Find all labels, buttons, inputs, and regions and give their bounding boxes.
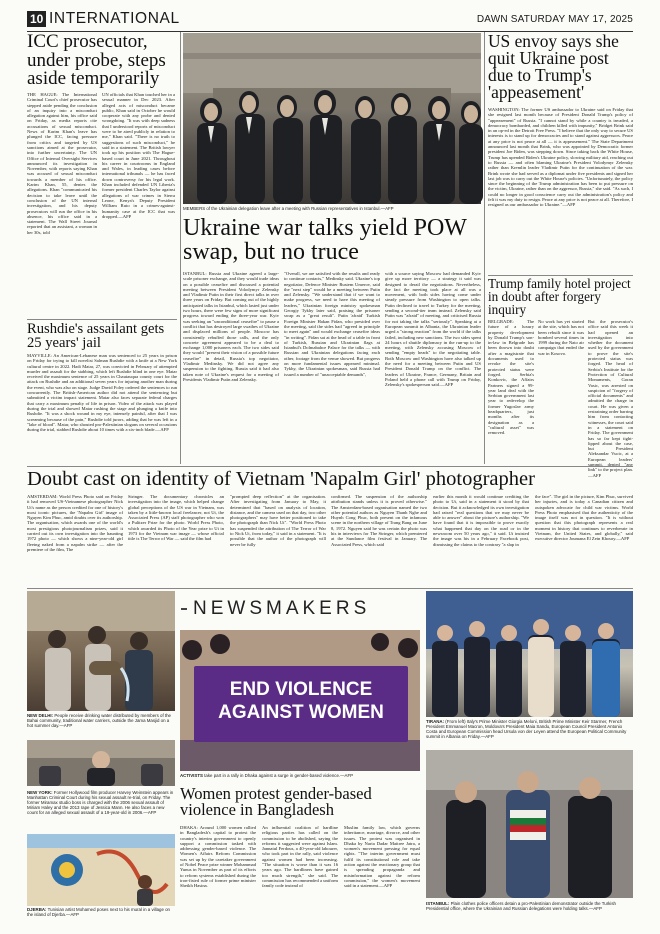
napalm-body-col-5: earlier this month it would continue crediting the photo to Ut, said in a statement it stood by that decision. But it acknowledged its own investigation had raised "real questions that we may never be able to answer" about the picture's authorship. "We have found that it is impossible to prove exactly what happened that day on the road or in the newsroom over 50 years ago," it said. Ut insisted the image was his in a February Facebook post, dismissing the claims to the contrary "a slap in <box>433 494 529 547</box>
napalm-body-col-1: AMSTERDAM: World Press Photo said on Friday it had removed US-Vietnamese photographer Nick Ut's name as the person credited for one of history's most iconic pictures, the 'Napalm Girl' image of Nguyen Kim Phuc, amid doubts over its authorship. The organisation, which awards one of the world's most prestigious photojournalism prizes, said it carried out its own investigation into the haunting 1972 photo — which shows a nine-year-old girl fleeing naked from a napalm strike — after the premiere of the film, The <box>27 494 123 552</box>
tirana-caption-place: TIRANA: <box>426 719 445 724</box>
mural-graphic <box>27 834 175 906</box>
bangladesh-body-col-3: Muslim family law, which governs inheritance, marriage, divorce, and other issues. The protest was organised in Dhaka by Naria Dadar Maitree Jatra, a women's movement pressing for equal rights. "The interim government must fulfil its constitutional role and take action against the reactionary group that is spreading propaganda and misinformation against the reform commission," the women's movement said in a statement.—AFP <box>344 825 420 889</box>
protest-sign-text <box>196 678 406 724</box>
activists-caption <box>180 773 420 778</box>
bangladesh-body-col-1: DHAKA: Around 1,000 women rallied in Bangladesh's capital to protest the country's interim government to openly support a commission tasked with addressing gender-based violence. The Women's Affairs Reform Commission was set up by the caretaker government of Nobel Peace prize winner Mohammad Yunus in November as part of its efforts to reform systems established during the iron-fisted rule of former prime minister Sheikh Hasina. <box>180 825 256 889</box>
napalm-body-col-4: confirmed. The suspension of the authorship attribution stands unless it is proved otherwise." The Amsterdam-based organisation named the two other potential authors as Nguyen Thanh Nghe and Huynh Cong Phuc, both present on the infamous scene in the northern village of Trang Bang on June 8, 1972. Nguyen said he was certain the photo was his in interviews for The Stringer, which premiered at the Sundance film festival in January. The Associated Press, which said <box>331 494 427 547</box>
istanbul-caption-text: Plain clothes police officers detain a pro-Palestinian demonstrator outside the Turkish Presidential office, where the Ukrainian and Russian delegations were holding talks.—AFP <box>426 901 616 912</box>
divider <box>484 32 485 464</box>
ukraine-delegation-photo <box>183 33 481 204</box>
edition-line <box>477 14 633 25</box>
paper-name: DAWN <box>476 14 508 25</box>
banner-line-top <box>181 608 187 610</box>
trump-hotel-body-col-3: But the prosecutor's office said this week it had opened an investigation into whether the document used by the government to prove the site's protected status was forged. The head of Serbia's Institute for the Protection of Cultural Monuments, Goran Vasic, was arrested on suspicion of "forgery of official documents" and admitted the charge in court. He was given a restraining order barring him from contacting witnesses, the court said in a statement on Friday. The government has so far kept tight-lipped about the case, but President Aleksandar Vucic, at a European leaders' summit, denied "any link" to the project plan.—AFP <box>588 319 633 478</box>
tirana-caption-text: (From left) Italy's Prime Minister Giorgia Meloni, British Prime Minister Keir Starmer, French President Emmanuel Macron, Moldova's President Maia Sandu, European Council President Antonio Costa and European Commission head Ursula von der Leyen attend the European Political Community summit in Albania on Friday.—AFP <box>426 719 627 740</box>
trump-hotel-body-col-2: No work has yet started at the site, which has not been rebuilt since it was bombed several times in 1999 during the Nato air campaign that ended the war in Kosovo. <box>538 319 584 356</box>
newyork-caption-text: Former Hollywood film producer Harvey Weinstein appears in Manhattan Criminal Court during his sexual assault re-trial, on Friday. The former Miramax studio boss is charged with the 2006 sexual assault of Miriam Haley and the 2013 rape of Jessica Mann. He also faces a new count for an alleged sexual assault of a 19-year-old in 2006.—AFP <box>27 790 174 816</box>
ukraine-body-col-1: ISTANBUL: Russia and Ukraine agreed a large-scale prisoner exchange, and they would trade ideas on a possible ceasefire and discussed a potential meeting between President Volodymyr Zelensky and Vladimir Putin in their first direct talks in over three years on Friday. But coming out of the highly anticipated talks in Istanbul, which lasted just under two hours, there were few signs of more significant progress toward ending the three-year war. Kyiv was seeking an "unconditional ceasefire" to pause a conflict that has destroyed large swathes of Ukraine and displaced millions of people. Moscow has consistently rebuffed those calls, and the only concrete agreement appeared to be a deal to exchange 1,000 prisoners each. The two sides said they would "present their vision of a possible future ceasefire" in detail, Russia's top negotiator, Vladimir Medinsky. We did not agree any suspension to the fighting. Russia said it had also taken note of Ukraine's request for a meeting of Presidents Vladimir Putin and Zelensky. <box>183 271 279 382</box>
delhi-caption-place: NEW DELHI: <box>27 713 54 718</box>
napalm-body-col-3: "prompted deep reflection" at the organisation. After investigating from January to May, it determined that "based on analysis of location, distance, and the camera used on that day, two other photographers" may have better positioned to take the photograph than Nick Ut". "World Press Photo has suspended the attribution of The Terror of War to Nick Ut, from today," it said in a statement. "It is possible that the author of the photograph will never be fully <box>230 494 326 547</box>
sign-line-2: AGAINST WOMEN <box>218 702 384 723</box>
delhi-caption-text: People receive drinking water distributed by members of the Bahai community, traditional water carriers, outside the Jama Masjid on a hot summer day.—AFP <box>27 713 171 729</box>
napalm-body-col-2: Stringer. The documentary chronicles an investigation into the image, which helped change global perceptions of the US war in Vietnam, was taken by a little-known local freelancer, not Ut, the Associated Press (AP) staff photographer who won a Pulitzer Prize for the photo. World Press Photo, which awarded its Photo of the Year prize to Ut in 1973 for the Vietnam war image — whose official title is The Terror of War — said the film had <box>128 494 224 542</box>
bangladesh-body-col-2: An influential coalition of hardline religious parties has called on the commission to be abolished, saying the reforms it suggested were against Islam. Jannatul Ferdous, a 40-year-old labourer, who took part in the rally, said violence against women had been increasing. "The situation is worse than it was 16 years ago. The hardliners have gained too much strength," she said. The commission has recommended a uniform family code instead of <box>262 825 338 889</box>
napalm-body-col-6: the face". The girl in the picture, Kim Phuc, survived her injuries, and is today a Canadian citizen and outspoken advocate for child war victims. World Press Photo emphasised that the authenticity of the image itself was not in question. "It is without question that this photograph represents a real moment in history that continues to reverberate in Vietnam, the United States, and globally," said executive director Joumana El Zein Khoury.—AFP <box>535 494 633 542</box>
ukraine-body-col-2: "Overall, we are satisfied with the results and ready to continue contacts," Medinsky said. Ukraine's top negotiator, Defence Minister Rustem Umerov, said the "next step" would be a meeting between Putin and Zelensky. "We understand that if we want to make progress, we need to have this meeting of leaders," Ukrainian foreign ministry spokesman Georgiy Tykhy later said, praising the prisoner swap as a "great result". Putin 'afraid' Turkish Foreign Minister Hakan Fidan, who presided over the meeting, said the sides had "agreed in principle to meet again" and would exchange ceasefire ideas "in writing". Fidan sat at the head of a table in front of Turkish, Russian and Ukrainian flags at Istanbul's Dolmabahce Palace for the talks — with Russian and Ukrainian delegations facing each other, footage from the venue showed. But progress on more fundamental issues appeared minimal. Tykhy, the Ukrainian spokesman, said Russia had issued a number of "unacceptable demands", <box>284 271 380 377</box>
newsmakers-title: NEWSMAKERS <box>193 598 371 619</box>
tirana-caption <box>426 719 633 739</box>
leaders-group-graphic <box>426 591 633 717</box>
activists-caption-place: ACTIVISTS <box>180 773 203 778</box>
dhaka-rally-photo <box>180 630 420 771</box>
divider <box>180 32 181 464</box>
divider <box>27 319 177 320</box>
ukraine-photo-caption: MEMBERS of the Ukrainian delegation leave after a meeting with Russian representatives in Istanbul.—AFP <box>183 206 394 211</box>
delhi-caption <box>27 713 175 728</box>
courtroom-graphic <box>27 740 175 786</box>
envoy-body: WASHINGTON: The former US ambassador to Ukraine said on Friday that she resigned last month because of President Donald Trump's policy of "appeasement" of Russia. "I cannot stand by while a country is invaded, a democracy bombarded, and children killed with impunity," Bridget Brink said in an op-ed in the Detroit Free Press. "I believe that the only way to secure US interests is to stand up for democracies and to stand against aggressors. Peace at any price is not peace at all — it is appeasement." The State Department announced last month that Brink, who was appointed by Democratic former president Joe Biden, was stepping down. Since taking back the White House, Trump has upended Biden's Ukraine policy, slowing military aid, reaching out to Russia — and often blaming Ukraine's President Volodymyr Zelensky rather than Kremlin leader Vladimir Putin for the continuation of the war. Brink wrote she had served as a diplomat under five presidents and signed her last job was to carry out the White House's policies. "Unfortunately, the policy since the beginning of the Trump administration has been to put pressure on the victim, Ukraine, rather than on the aggressor, Russia," she said. "As such, I could no longer in good conscience carry out the administration's policy and felt it was my duty to resign. Peace at any price is not peace at all. Therefore, I resigned as our ambassador to Ukraine."—AFP <box>488 107 633 208</box>
masthead <box>27 10 633 32</box>
istanbul-caption-place: ISTANBUL: <box>426 901 450 906</box>
trump-hotel-headline: Trump family hotel project in doubt after forgery inquiry <box>488 276 631 317</box>
envoy-headline: US envoy says she quit Ukraine post due to Trump's 'appeasement' <box>488 31 619 103</box>
sign-line-1: END VIOLENCE <box>229 679 373 700</box>
divider <box>27 588 633 589</box>
trump-hotel-body-col-1: BELGRADE: The future of a luxury property development by Donald Trump's son-in-law in Belgrade has been thrown into doubt after a magistrate that documents used to revoke the site's protected status were forged. Serbia's Konkovic, the Affairs Partners signed a 99-year land deal with the Serbian government last year to redevelop the former Yugoslav army headquarters, just months after its designation as a "cultural asset" was removed. <box>488 319 534 436</box>
delegation-figures-graphic <box>183 33 481 204</box>
icc-body-col-1: THE HAGUE: The International Criminal Court's chief prosecutor has stepped aside pending the conclusion of an inquiry into a misconduct allegation against him, his office said on Friday, as media reports cite accusations of sexual misconduct. News of Karim Khan's leave has plunged the ICC, facing pressure from critics and targeted by US sanctions aimed at the prosecutor, into further uncertainty. The UN Office of Internal Oversight Services announced its investigation in November, with reports saying Khan was accused of sexual misconduct towards a member of his office. Karim Khan, 55, denies the allegations. Khan "communicated his decision to take leave until the conclusion of the UN internal investigation, and his deputy prosecutors will run the office in his absence, his office said in a statement. The Wall Street Journal reported that an assistant, a woman in her 30s, told <box>27 92 97 235</box>
newsmakers-banner <box>181 598 411 620</box>
issue-date: SATURDAY MAY 17, 2025 <box>510 14 633 25</box>
water-distribution-graphic <box>27 591 175 711</box>
ukraine-headline: Ukraine war talks yield POW swap, but no truce <box>183 215 467 265</box>
detention-graphic <box>426 750 633 898</box>
page-number: 10 <box>27 11 46 27</box>
bangladesh-headline: Women protest gender-based violence in Bangladesh <box>180 784 372 820</box>
djerba-mural-photo <box>27 834 175 906</box>
newyork-caption-place: NEW YORK: <box>27 790 53 795</box>
djerba-caption <box>27 907 175 917</box>
delhi-water-photo <box>27 591 175 711</box>
divider <box>27 466 633 467</box>
icc-headline: ICC prosecutor, under probe, steps aside temporarily <box>27 31 166 90</box>
tirana-leaders-photo <box>426 591 633 717</box>
rushdie-body: MAYVILLE: An American-Lebanese man was sentenced to 25 years in prison on Friday for trying to kill novelist Salman Rushdie with a knife at a New York cultural centre in 2022. Hadi Matar, 27, was convicted in February of attempted murder and assault for the stabbing, which left Rushdie blind in one eye. Matar received the maximum sentence of 25 years in Chautauqua county court for the attack on Rushdie and an additional seven years for injuring another man during the event, who was also on stage. Judge David Foley ordered the sentences to run concurrently. The British-American author did not attend the sentencing but submitted a victim impact statement. Matar also faces separate federal charges that carry a maximum penalty of life in prison. Video of the attack was played during the trial and showed Matar rushing the stage and plunging a knife into Rushdie. "It was a shock wound in my eye, intensely painful, after that I was screaming because of the pain," Rushdie told jurors, adding that he was left in a "lake of blood". Matar, who shouted pro-Palestinian slogans on several occasions during the trial, stabbed Rushdie about 10 times with a six-inch blade.—AFP <box>27 353 177 433</box>
rushdie-headline: Rushdie's assailant gets 25 years' jail <box>27 321 165 352</box>
ukraine-body-col-3: with a source saying Moscow had demanded Kyiv give up more territory — a strategy it said was designed to derail the negotiations. Nevertheless, the fact the meeting took place at all was a movement, with both sides having come under steady pressure from Washington to open talks. Putin declined to travel to Turkey for the meeting, sending a second-tier team instead. Zelensky said Putin was "afraid" of meeting, and criticised Russia for not taking the talks "seriously". Speaking at a European summit in Albania, the Ukrainian leader urged a "strong reaction" from the world if the talks failed, including new sanctions. The two sides spent 24 hours of shuttle diplomacy in the run-up to the meeting, with Zelensky accusing Moscow of sending "empty heads" to the negotiating table. Both Moscow and Washington have also talked up the need for a meeting between Putin and US President Donald Trump on the conflict. The leaders of Ukraine, France, Germany, Britain and Poland held a phone call with Trump on Friday, Zelensky's spokesperson said.—AFP <box>385 271 481 388</box>
icc-body-col-2: UN officials that Khan touched her in a sexual manner in Dec 2023. After alleged acts of misconduct became public, Khan said in October he would cooperate with any probe and denied wrongdoing. "It was with deep sadness that I understood reports of misconduct were to be aired publicly in relation to me," Khan said. "There is no truth to suggestions of such misconduct," he said in a statement. The British lawyer took up his position with The Hague-based court in June 2021. Throughout his career in courtrooms in England and Wales, in leading cases before international tribunals — he has faced down controversy for his legal work. Khan included defended UN Liberia's former president Charles Taylor against allegations of war crimes in Sierra Leone, Kenya's Deputy President William Ruto in a crimes-against-humanity case at the ICC that was dropped.—AFP <box>102 92 175 219</box>
napalm-headline: Doubt cast on identity of Vietnam 'Napalm Girl' photographer <box>27 468 535 490</box>
activists-caption-text: take part in a rally in Dhaka against a surge in gender-based violence.—AFP <box>204 773 354 778</box>
istanbul-caption <box>426 901 633 911</box>
weinstein-court-photo <box>27 740 175 786</box>
section-title: INTERNATIONAL <box>49 10 180 27</box>
djerba-caption-place: DJERBA: <box>27 907 47 912</box>
newyork-caption <box>27 790 175 815</box>
djerba-caption-text: Tunisian artist Mohamed poses next to his mural in a village on the island of Djerba.—AFP <box>27 907 171 918</box>
istanbul-detention-photo <box>426 750 633 898</box>
